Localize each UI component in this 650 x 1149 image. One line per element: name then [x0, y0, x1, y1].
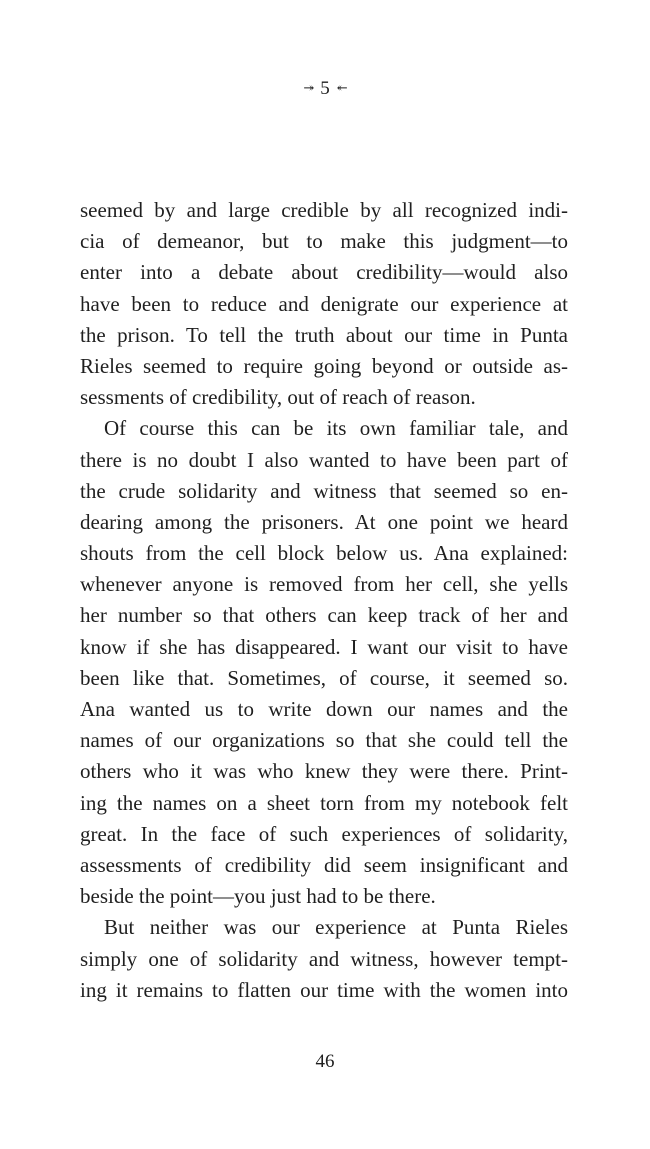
text-line: the crude solidarity and witness that seemed so en-	[80, 478, 568, 503]
text-line: sessments of credibility, out of reach of reason.	[80, 385, 476, 410]
paragraph	[80, 413, 568, 912]
text-line: seemed by and large credible by all recognized indi-	[80, 198, 568, 222]
text-line: names of our organizations so that she could tell the	[80, 728, 568, 753]
text-line: Rieles seemed to require going beyond or outside as-	[80, 353, 568, 378]
text-line: whenever anyone is removed from her cell, she yells	[80, 572, 568, 597]
text-line: the prison. To tell the truth about our time in Punta	[80, 322, 568, 347]
text-line: her number so that others can keep track of her and	[80, 603, 568, 628]
text-line: dearing among the prisoners. At one point we heard	[80, 509, 568, 534]
text-line: others who it was who knew they were there. Print-	[80, 759, 568, 784]
text-line: But neither was our experience at Punta Rieles	[104, 915, 568, 940]
text-line: cia of demeanor, but to make this judgment—to	[80, 229, 568, 254]
page-number: 46	[315, 1051, 335, 1072]
text-line: ing it remains to flatten our time with the women into	[80, 977, 568, 1002]
paragraph	[80, 912, 568, 1006]
text-line: great. In the face of such experiences of solidarity,	[80, 821, 568, 846]
right-ornament-icon: ↞	[336, 80, 347, 95]
text-line: shouts from the cell block below us. Ana explained:	[80, 541, 568, 566]
text-line: assessments of credibility did seem insignificant and	[80, 852, 568, 877]
text-line: been like that. Sometimes, of course, it seemed so.	[80, 665, 568, 690]
text-line: have been to reduce and denigrate our experience at	[80, 291, 568, 316]
text-line: Of course this can be its own familiar tale, and	[104, 416, 568, 441]
chapter-heading	[0, 76, 650, 101]
text-line: enter into a debate about credibility—would also	[80, 260, 568, 285]
paragraph	[80, 195, 568, 413]
text-line: there is no doubt I also wanted to have been part of	[80, 447, 568, 472]
chapter-number: 5	[320, 78, 330, 99]
left-ornament-icon: ↠	[303, 80, 314, 95]
text-line: Ana wanted us to write down our names and the	[80, 697, 568, 721]
text-line: know if she has disappeared. I want our visit to have	[80, 634, 568, 659]
body-text	[80, 195, 568, 1006]
text-line: simply one of solidarity and witness, however tempt-	[80, 946, 568, 971]
text-line: ing the names on a sheet torn from my notebook felt	[80, 790, 568, 815]
text-line: beside the point—you just had to be there.	[80, 884, 436, 909]
